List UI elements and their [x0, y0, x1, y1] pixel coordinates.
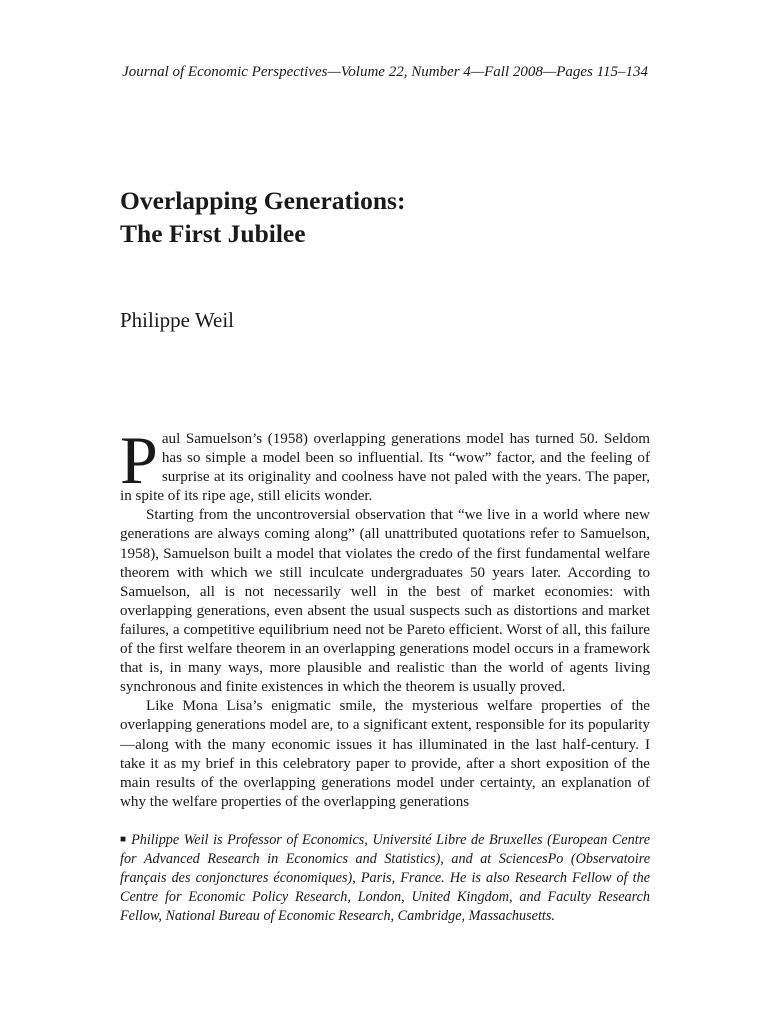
title-line-2: The First Jubilee [120, 219, 306, 248]
drop-cap: P [120, 422, 158, 498]
paragraph-2: Starting from the uncontroversial observation that “we live in a world where new generations are always coming along” (all unattributed quotations refer to Samuelson, 1958), Samuelson built a model that violates the credo of the first fundamental welfare theorem with which we still inculcate undergraduates 50 years later. According to Samuelson, all is not necessarily well in the best of market economies: with overlapping generations, even absent the usual suspects such as distortions and market failures, a competitive equilibrium need not be Pareto efficient. Worst of all, this failure of the first welfare theorem in an overlapping generations model occurs in a framework that is, in many ways, more plausible and realistic than the world of agents living synchronous and finite existences in which the theorem is usually proved. [120, 507, 650, 696]
paragraph-1 [120, 422, 650, 506]
author-footnote [120, 830, 650, 926]
author-name: Philippe Weil [120, 308, 235, 332]
paragraph-1-text: aul Samuelson’s (1958) overlapping generations model has turned 50. Seldom has so simple a model been so influential. Its “wow” factor, and the feeling of surprise at its originality and coolness have not paled with the years. The paper, in spite of its ripe age, still elicits wonder. [120, 431, 650, 505]
footnote-bullet: ■ [120, 834, 128, 845]
article-body [120, 422, 650, 812]
footnote-text: Philippe Weil is Professor of Economics, Université Libre de Bruxelles (European Centre for Advanced Research in Economics and Statistics), and at SciencesPo (Observatoire français des conjonctures économiques), Paris, France. He is also Research Fellow of the Centre for Economic Policy Research, London, United Kingdom, and Faculty Research Fellow, National Bureau of Economic Research, Cambridge, Massachusetts. [120, 832, 651, 924]
title-line-1: Overlapping Generations: [120, 186, 406, 215]
article-title [120, 184, 648, 250]
journal-running-head: Journal of Economic Perspectives—Volume 22, Number 4—Fall 2008—Pages 115–134 [122, 64, 648, 80]
paragraph-3: Like Mona Lisa’s enigmatic smile, the mysterious welfare properties of the overlapping generations model are, to a significant extent, responsible for its popularity—along with the many economic issues it has illuminated in the last half-century. I take it as my brief in this celebratory paper to provide, after a short exposition of the main results of the overlapping generations model under certainty, an explanation of why the welfare properties of the overlapping generations [120, 698, 650, 810]
